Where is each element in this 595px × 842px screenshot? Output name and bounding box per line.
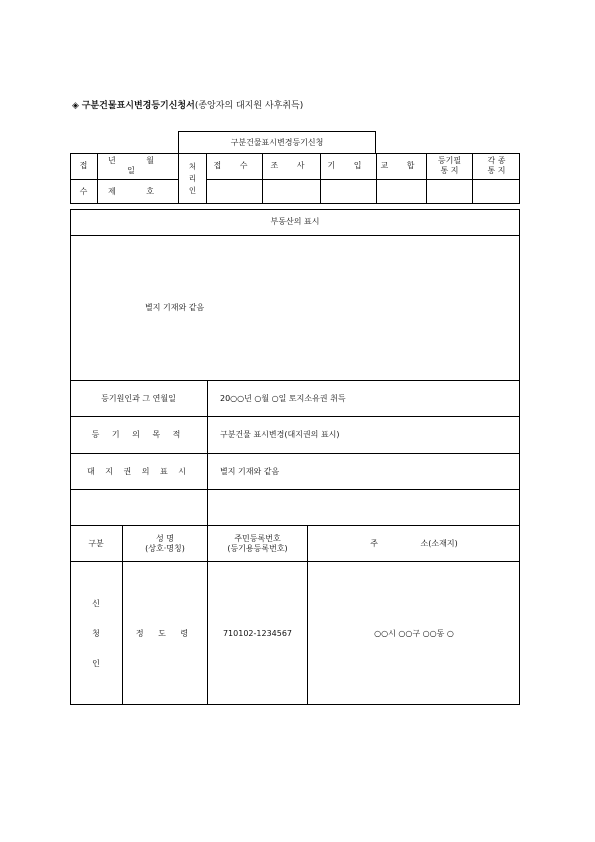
cause-date-label: 등기원인과 그 연월일 [70,380,207,416]
col-various-notice: 각 종 통 지 [472,153,520,179]
applicant-id: 710102-1234567 [207,561,307,705]
cause-date-value: 20○○년 ○월 ○일 토지소유권 취득 [207,380,520,416]
col-division: 구분 [70,525,122,561]
cell-blank [320,179,376,204]
purpose-label: 등 기 의 목 적 [70,416,207,453]
col-address: 주 소(소재지) [307,525,520,561]
process-label: 처 리 인 [178,153,206,204]
col-id-number: 주민등록번호 (등기용등록번호) [207,525,307,561]
applicant-address: ○○시 ○○구 ○○동 ○ [307,561,520,705]
col-completion-notice: 등기필 통 지 [426,153,472,179]
col-receipt: 접 수 [206,153,262,179]
col-entry: 기 입 [320,153,376,179]
property-body: 별지 기재와 같음 [70,235,520,380]
blank-value [207,489,520,525]
number-label: 제 호 [97,179,178,204]
office-caption: 구분건물표시변경등기신청 [230,138,324,147]
title-bold: 구분건물표시변경등기신청서 [81,101,195,111]
cell-blank [426,179,472,204]
cell-blank [262,179,320,204]
receipt-label-top: 접 [79,161,88,171]
diamond-bullet-icon: ◈ [72,101,79,111]
applicant-name: 정 도 령 [122,561,207,705]
receipt-label-bottom: 수 [70,179,97,204]
title-subtitle: (종앙자의 대지원 사후취득) [194,101,304,111]
document-title [72,98,303,111]
property-header: 부동산의 표시 [270,217,320,227]
cell-blank [206,179,262,204]
cell-blank [472,179,520,204]
col-name: 성 명 (상호·명칭) [122,525,207,561]
blank-label [70,489,207,525]
land-right-label: 대 지 권 의 표 시 [70,453,207,489]
col-check: 교 합 [376,153,426,179]
purpose-value: 구분건물 표시변경(대지권의 표시) [207,416,520,453]
applicant-division: 신 청 인 [70,561,122,705]
cell-blank [376,179,426,204]
land-right-value: 별지 기재와 같음 [207,453,520,489]
col-inspect: 조 사 [262,153,320,179]
date-label: 년 월 일 [97,153,178,179]
